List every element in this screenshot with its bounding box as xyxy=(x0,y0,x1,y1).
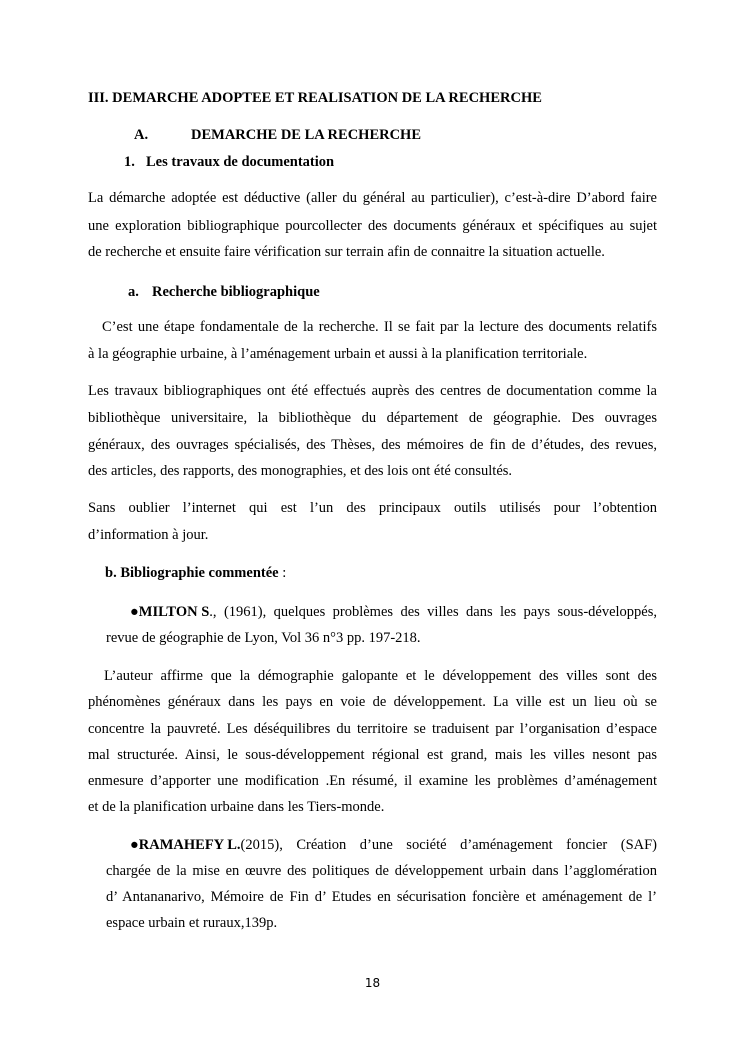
ref-ramahefy-line-2: chargée de la mise en œuvre des politiques de développement urbain dans l’agglomération xyxy=(106,863,657,879)
item-a-marker: a. xyxy=(128,284,139,300)
subsection-a-marker: A. xyxy=(134,127,149,143)
ref-ramahefy-author: RAMAHEFY L. xyxy=(138,837,241,853)
ref-milton-author: MILTON S xyxy=(138,604,210,620)
section-heading: III. DEMARCHE ADOPTEE ET REALISATION DE LA RECHERCHE xyxy=(88,90,542,106)
para-demarche-line-1: La démarche adoptée est déductive (aller du général au particulier), c’est-à-dire D’abord faire xyxy=(88,190,657,206)
item-1-marker: 1. xyxy=(124,154,135,170)
para-demarche-line-2: une exploration bibliographique pourcollecter des documents généraux et spécifiques au sujet xyxy=(88,218,657,234)
item-b-title: b. Bibliographie commentée xyxy=(105,565,279,581)
item-1-title: Les travaux de documentation xyxy=(146,154,335,170)
para-milton-line-5: enmesure d’apporter une modification .En résumé, il examine les problèmes d’aménagement xyxy=(88,773,657,789)
ref-ramahefy-line-3: d’ Antananarivo, Mémoire de Fin d’ Etudes en sécurisation foncière et aménagement de l’ xyxy=(106,889,657,905)
subsection-a-title: DEMARCHE DE LA RECHERCHE xyxy=(191,127,422,143)
para-milton-line-4: mal structurée. Ainsi, le sous-développement régional est grand, mais les villes nesont pas xyxy=(88,747,657,763)
para-demarche-line-3: de recherche et ensuite faire vérification sur terrain afin de connaitre la situation actuelle. xyxy=(88,244,605,260)
para-travaux-line-2: bibliothèque universitaire, la bibliothèque du département de géographie. Des ouvrages xyxy=(88,410,657,426)
item-a-title: Recherche bibliographique xyxy=(152,284,320,300)
para-internet-line-1: Sans oublier l’internet qui est l’un des principaux outils utilisés pour l’obtention xyxy=(88,500,657,516)
page-number: 18 xyxy=(364,976,381,990)
item-b-heading xyxy=(105,564,286,582)
para-travaux-line-4: des articles, des rapports, des monographies, et des lois ont été consultés. xyxy=(88,463,513,479)
ref-milton-line-1 xyxy=(130,603,657,621)
para-milton-line-1: L’auteur affirme que la démographie galopante et le développement des villes sont des xyxy=(104,668,657,684)
ref-milton-line-2: revue de géographie de Lyon, Vol 36 n°3 pp. 197-218. xyxy=(106,630,421,646)
para-etape-line-2: à la géographie urbaine, à l’aménagement urbain et aussi à la planification territoriale. xyxy=(88,346,588,362)
para-milton-line-3: concentre la pauvreté. Les déséquilibres du territoire se traduisent par l’organisation d’espace xyxy=(88,721,657,737)
para-travaux-line-3: généraux, des ouvrages spécialisés, des Thèses, des mémoires de fin de d’études, des revues, xyxy=(88,437,657,453)
bullet-icon: ● xyxy=(130,837,139,853)
para-milton-line-2: phénomènes généraux dans les pays en voie de développement. La ville est un lieu où se xyxy=(88,694,657,710)
para-etape-line-1: C’est une étape fondamentale de la recherche. Il se fait par la lecture des documents relatifs xyxy=(102,319,657,335)
ref-ramahefy-line-4: espace urbain et ruraux,139p. xyxy=(106,915,278,931)
item-b-suffix: : xyxy=(278,565,287,581)
para-travaux-line-1: Les travaux bibliographiques ont été effectués auprès des centres de documentation comme la xyxy=(88,383,657,399)
ref-ramahefy-line-1 xyxy=(130,836,657,854)
bullet-icon: ● xyxy=(130,604,139,620)
para-internet-line-2: d’information à jour. xyxy=(88,527,209,543)
ref-milton-rest: ., (1961), quelques problèmes des villes dans les pays sous-développés, xyxy=(209,604,657,620)
ref-ramahefy-rest: (2015), Création d’une société d’aménagement foncier (SAF) xyxy=(240,837,657,853)
para-milton-line-6: et de la planification urbaine dans les Tiers-monde. xyxy=(88,799,385,815)
